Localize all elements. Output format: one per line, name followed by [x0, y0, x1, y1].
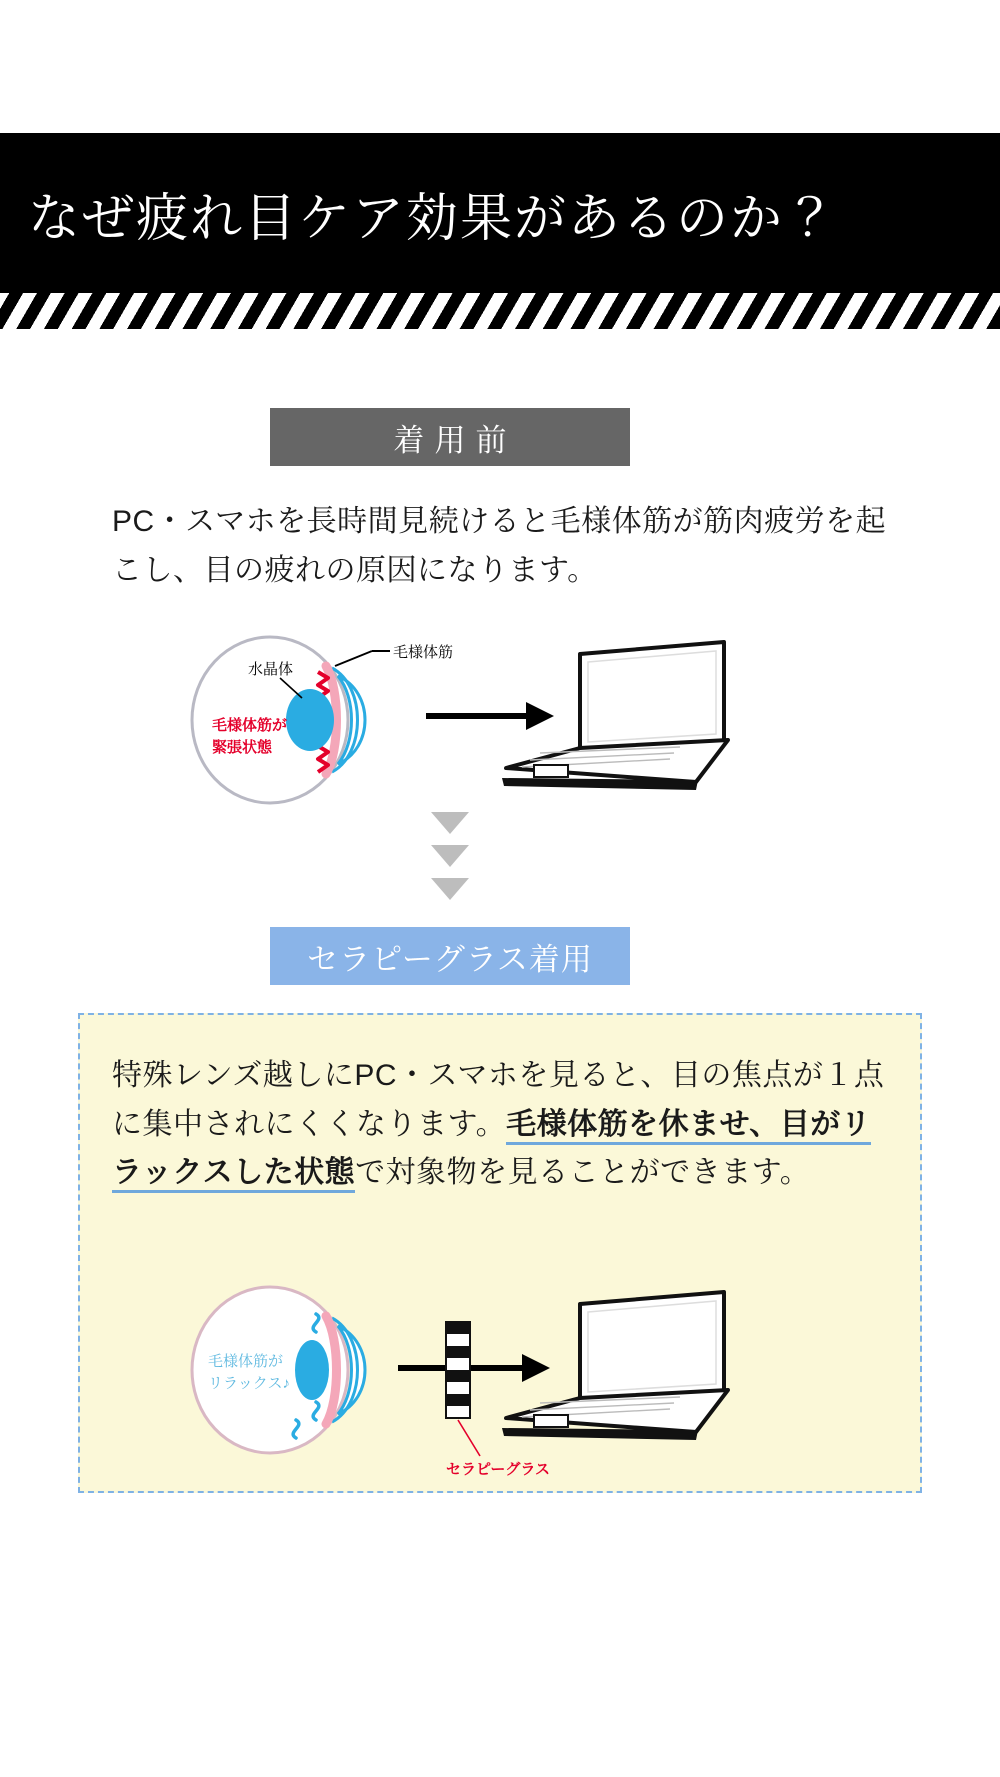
flow-arrow-3 — [431, 878, 469, 900]
section-label-after: セラピーグラス着用 — [270, 927, 630, 985]
after-paragraph — [112, 1052, 892, 1198]
callout-lens-label: 水晶体 — [248, 661, 294, 678]
decorative-stripe-divider — [0, 293, 1000, 329]
after-status-line2: リラックス♪ — [208, 1375, 291, 1392]
page-title: なぜ疲れ目ケア効果があるのか？ — [28, 189, 839, 248]
section-label-before: 着用前 — [270, 408, 630, 466]
after-paragraph-part2: で対象物を見ることができます。 — [355, 1156, 811, 1190]
flow-arrow-1 — [431, 812, 469, 834]
before-status-line1: 毛様体筋が — [212, 717, 288, 734]
after-paragraph-part1: 特殊レンズ越しにPC・スマホを見ると、目の焦点が１点に集中されにくくなります。 — [112, 1059, 885, 1141]
callout-ciliary-label: 毛様体筋 — [393, 644, 454, 661]
page-header-band — [0, 133, 1000, 293]
flow-arrow-2 — [431, 845, 469, 867]
therapy-glass-icon — [446, 1322, 470, 1418]
after-paragraph-highlight: 毛様体筋を休ませ、目がリラックスした状態 — [112, 1108, 871, 1194]
after-status-line1: 毛様体筋が — [208, 1353, 284, 1370]
after-illustration — [150, 1270, 850, 1490]
before-paragraph: PC・スマホを長時間見続けると毛様体筋が筋肉疲労を起こし、目の疲れの原因になります。 — [112, 505, 887, 587]
before-illustration — [150, 620, 850, 820]
therapy-glass-label: セラピーグラス — [446, 1461, 550, 1478]
before-status-line2: 緊張状態 — [212, 739, 273, 756]
